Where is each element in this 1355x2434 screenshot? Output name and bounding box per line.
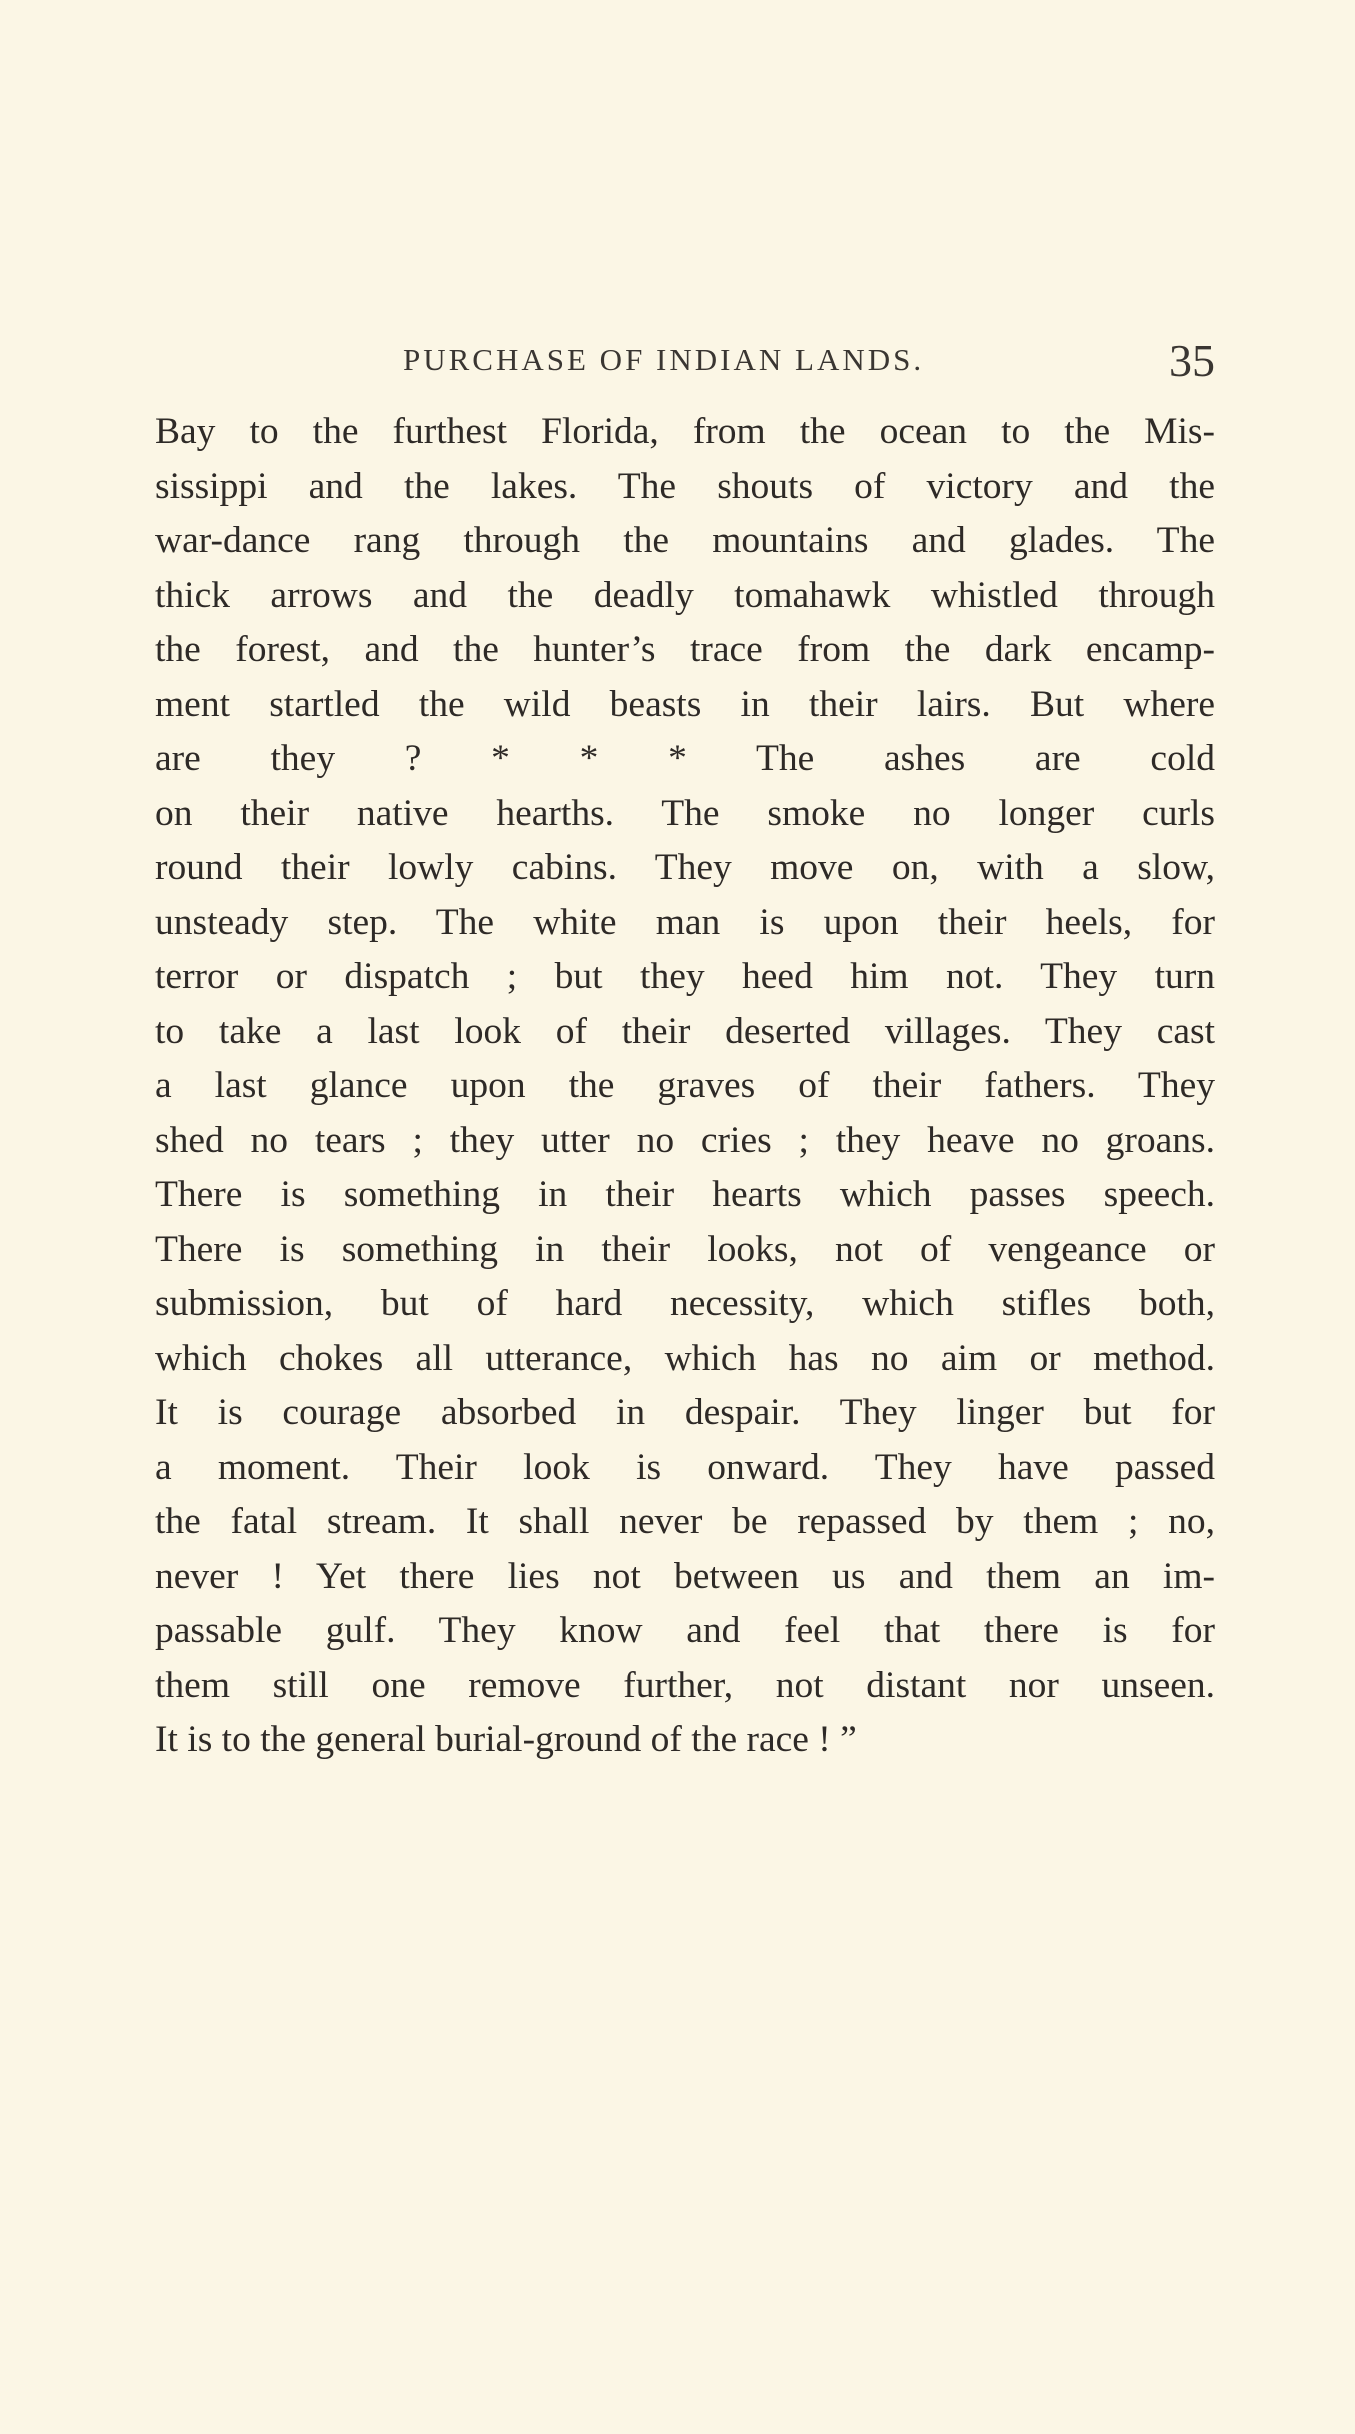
- text-line: which chokes all utterance, which has no aim or method.: [155, 1337, 1215, 1379]
- text-line: to take a last look of their deserted villages. They cast: [155, 1010, 1215, 1052]
- text-line: a moment. Their look is onward. They have passed: [155, 1446, 1215, 1488]
- text-line: a last glance upon the graves of their fathers. They: [155, 1065, 1215, 1106]
- text-line: There is something in their looks, not of vengeance or: [155, 1228, 1215, 1270]
- text-line: There is something in their hearts which passes speech.: [155, 1174, 1215, 1215]
- text-line: ment startled the wild beasts in their lairs. But where: [155, 683, 1215, 725]
- text-line: the forest, and the hunter’s trace from the dark encamp-: [155, 629, 1215, 670]
- text-line: submission, but of hard necessity, which stifles both,: [155, 1283, 1215, 1324]
- text-line: terror or dispatch ; but they heed him not. They turn: [155, 956, 1215, 997]
- text-line: shed no tears ; they utter no cries ; they heave no groans.: [155, 1119, 1215, 1161]
- text-line: them still one remove further, not distant nor unseen.: [155, 1664, 1215, 1706]
- running-head: [155, 335, 1215, 408]
- running-title: PURCHASE OF INDIAN LANDS.: [403, 342, 925, 377]
- text-line: are they ? * * * The ashes are cold: [155, 738, 1215, 779]
- text-line: It is to the general burial-ground of the race ! ”: [155, 1719, 857, 1760]
- text-line: round their lowly cabins. They move on, with a slow,: [155, 847, 1215, 888]
- text-line: war-dance rang through the mountains and glades. The: [155, 520, 1215, 561]
- text-line: thick arrows and the deadly tomahawk whistled through: [155, 574, 1215, 616]
- text-line: Bay to the furthest Florida, from the ocean to the Mis-: [155, 411, 1215, 452]
- text-line: the fatal stream. It shall never be repassed by them ; no,: [155, 1501, 1215, 1542]
- text-line: on their native hearths. The smoke no longer curls: [155, 792, 1215, 834]
- text-line: passable gulf. They know and feel that there is for: [155, 1610, 1215, 1651]
- text-line: It is courage absorbed in despair. They linger but for: [155, 1392, 1215, 1433]
- page-number: 35: [1169, 335, 1215, 386]
- text-line: unsteady step. The white man is upon their heels, for: [155, 901, 1215, 943]
- text-line: sissippi and the lakes. The shouts of victory and the: [155, 465, 1215, 507]
- body-text: [155, 405, 1215, 1768]
- text-line: never ! Yet there lies not between us and them an im-: [155, 1555, 1215, 1597]
